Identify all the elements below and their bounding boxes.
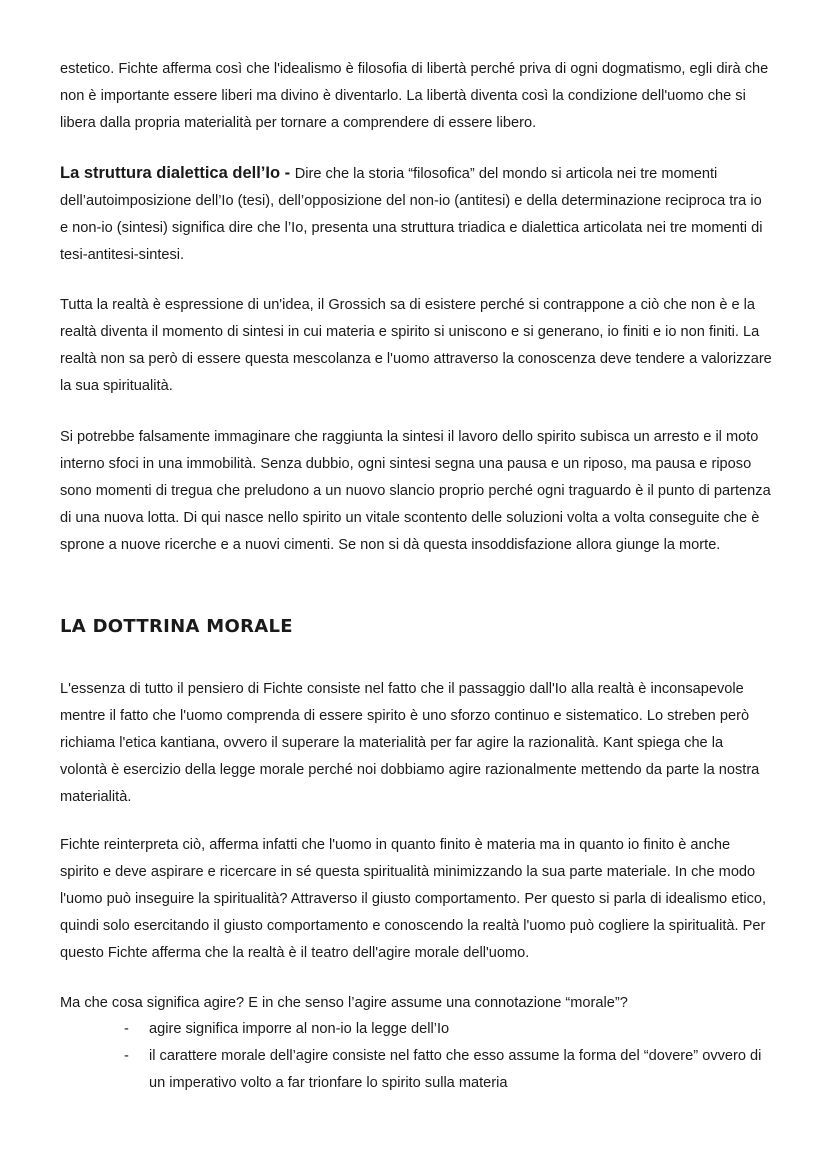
- paragraph-dialectic-body: Dire che la storia “filosofica” del mondo si articola nei tre momenti dell’autoimposizione dell’Io (tesi), dell’opposizione del non-io (antitesi) e della determinazione reciproca tra io e non-io (sintesi) significa dire che l’Io, presenta una struttura triadica e dialettica articolata nei tre momenti di tesi-antitesi-sintesi.: [60, 166, 763, 263]
- list-agire-meanings: [60, 1016, 772, 1097]
- paragraph-synthesis: Si potrebbe falsamente immaginare che raggiunta la sintesi il lavoro dello spirito subisca un arresto e il moto interno sfoci in una immobilità. Senza dubbio, ogni sintesi segna una pausa e un riposo, ma pausa e riposo sono momenti di tregua che preludono a un nuovo slancio proprio perché ogni traguardo è il punto di partenza di una nuova lotta. Di qui nasce nello spirito un vitale scontento delle soluzioni volta a volta conseguite che è sprone a nuove ricerche e a nuovi cimenti. Se non si dà questa insoddisfazione allora giunge la morte.: [60, 429, 771, 553]
- paragraph-fichte-essence: L'essenza di tutto il pensiero di Fichte consiste nel fatto che il passaggio dall'Io alla realtà è inconsapevole mentre il fatto che l'uomo comprenda di essere spirito è uno sforzo continuo e sistematico. Lo streben però richiama l'etica kantiana, ovvero il superare la materialità per far agire la razionalità. Kant spiega che la volontà è esercizio della legge morale perché noi dobbiamo agire razionalmente mettendo da parte la nostra materialità.: [60, 681, 760, 805]
- list-item-text: il carattere morale dell’agire consiste nel fatto che esso assume la forma del “dovere” ovvero di un imperativo volto a far trionfare lo spirito sulla materia: [149, 1048, 762, 1091]
- paragraph-reality-idea: Tutta la realtà è espressione di un'idea, il Grossich sa di esistere perché si contrappone a ciò che non è e la realtà diventa il momento di sintesi in cui materia e spirito si uniscono e si generano, io finiti e io non finiti. La realtà non sa però di essere questa mescolanza e l'uomo attraverso la conoscenza deve tendere a valorizzare la sua spiritualità.: [60, 297, 772, 394]
- inline-heading-dialectic: La struttura dialettica dell’Io -: [60, 164, 295, 182]
- section-title-moral-doctrine: LA DOTTRINA MORALE: [60, 616, 293, 637]
- list-item-text: agire significa imporre al non-io la legge dell’Io: [149, 1021, 450, 1037]
- paragraph-fichte-reinterprets: Fichte reinterpreta ciò, afferma infatti che l'uomo in quanto finito è materia ma in quanto io finito è anche spirito e deve aspirare e ricercare in sé questa spiritualità minimizzando la sua parte materiale. In che modo l'uomo può inseguire la spiritualità? Attraverso il giusto comportamento. Per questo si parla di idealismo etico, quindi solo esercitando il giusto comportamento e conoscendo la realtà l'uomo può cogliere la spiritualità. Per questo Fichte afferma che la realtà è il teatro dell'agire morale dell'uomo.: [60, 837, 767, 961]
- paragraph-dialectic-structure: [60, 160, 772, 269]
- paragraph-idealism-freedom: estetico. Fichte afferma così che l'idealismo è filosofia di libertà perché priva di ogni dogmatismo, egli dirà che non è importante essere liberi ma divino è diventarlo. La libertà diventa così la condizione dell'uomo che si libera dalla propria materialità per tornare a comprendere di essere libero.: [60, 61, 769, 131]
- list-item: [60, 1043, 772, 1097]
- paragraph-agire-question: Ma che cosa significa agire? E in che senso l’agire assume una connotazione “morale”?: [60, 995, 628, 1011]
- list-bullet-dash: -: [124, 1021, 129, 1037]
- list-bullet-dash: -: [124, 1048, 129, 1064]
- list-item: [60, 1016, 772, 1043]
